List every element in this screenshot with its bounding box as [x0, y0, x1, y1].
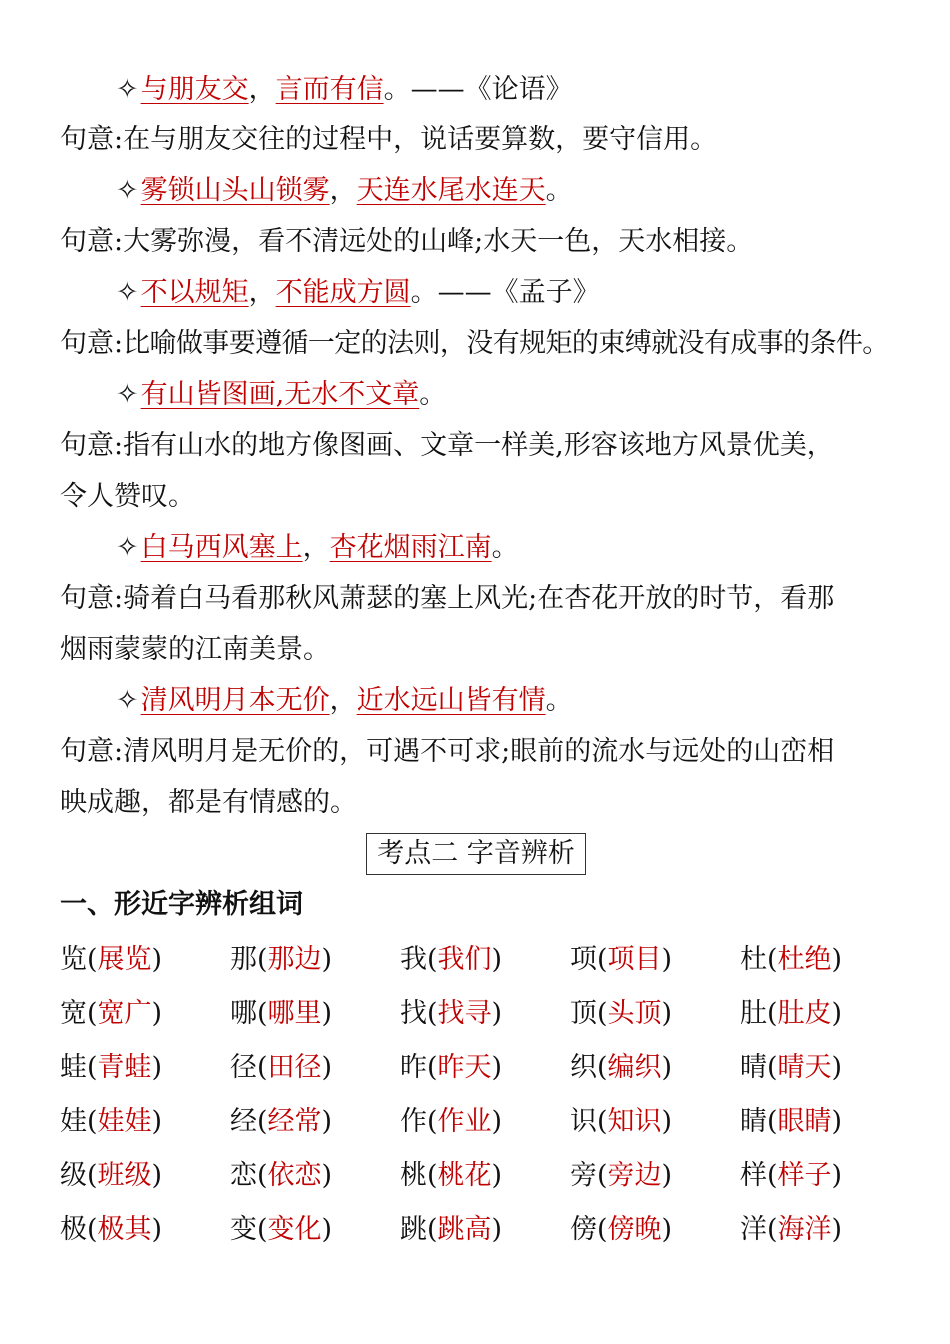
quote-part-b: 言而有信: [275, 74, 384, 105]
paren-open: (: [597, 944, 608, 975]
quote-source: ——《孟子》: [437, 277, 600, 308]
meaning-line: [60, 326, 889, 362]
entry-word: 班级: [97, 1160, 152, 1191]
paren-open: (: [427, 998, 438, 1029]
entry-char: 洋: [740, 1214, 767, 1245]
paren-open: (: [597, 1160, 608, 1191]
entry-char: 织: [570, 1052, 597, 1083]
quote-part-a: 白马西风塞上: [140, 532, 303, 563]
word-grid-row: [60, 940, 920, 994]
paren-close: ): [831, 944, 843, 975]
paren-close: ): [151, 998, 163, 1029]
word-grid: [60, 940, 920, 1264]
paren-open: (: [597, 1106, 608, 1137]
word-entry: [570, 1102, 672, 1142]
paren-open: (: [767, 998, 778, 1029]
quote-line: [116, 72, 573, 108]
entry-char: 变: [230, 1214, 257, 1245]
paren-open: (: [767, 1214, 778, 1245]
meaning-text: 比喻做事要遵循一定的法则，没有规矩的束缚就没有成事的条件。: [123, 328, 889, 359]
meaning-label: 句意:: [60, 736, 124, 767]
paren-open: (: [597, 1214, 608, 1245]
word-entry: [60, 940, 162, 980]
meaning-line: [60, 224, 753, 260]
paren-open: (: [767, 1160, 778, 1191]
quote-part-b: 近水远山皆有情: [356, 685, 546, 716]
word-entry: [570, 1210, 672, 1250]
meaning-text: 映成趣，都是有情感的。: [60, 787, 357, 818]
meaning-line-cont: [60, 785, 357, 821]
meaning-label: 句意:: [60, 124, 124, 155]
paren-close: ): [321, 1052, 333, 1083]
entry-word: 杜绝: [777, 944, 832, 975]
entry-word: 傍晚: [607, 1214, 662, 1245]
paren-open: (: [597, 998, 608, 1029]
entry-word: 作业: [437, 1106, 492, 1137]
entry-word: 找寻: [437, 998, 492, 1029]
entry-word: 极其: [97, 1214, 152, 1245]
paren-close: ): [491, 1160, 503, 1191]
meaning-text: 骑着白马看那秋风萧瑟的塞上风光;在杏花开放的时节，看那: [123, 583, 835, 614]
word-entry: [740, 994, 842, 1034]
word-entry: [400, 1156, 502, 1196]
paren-close: ): [491, 944, 503, 975]
paren-close: ): [151, 1106, 163, 1137]
word-entry: [400, 1210, 502, 1250]
entry-char: 那: [230, 944, 257, 975]
entry-word: 昨天: [437, 1052, 492, 1083]
entry-word: 桃花: [437, 1160, 492, 1191]
paren-close: ): [491, 1106, 503, 1137]
quote-end: 。: [545, 175, 573, 206]
word-entry: [400, 940, 502, 980]
meaning-text: 烟雨蒙蒙的江南美景。: [60, 634, 330, 665]
quote-end: 。: [419, 379, 447, 410]
entry-char: 经: [230, 1106, 257, 1137]
word-entry: [60, 1048, 162, 1088]
entry-char: 娃: [60, 1106, 87, 1137]
paren-close: ): [661, 1214, 673, 1245]
entry-word: 经常: [267, 1106, 322, 1137]
paren-open: (: [257, 944, 268, 975]
quote-part-a: 雾锁山头山锁雾: [140, 175, 330, 206]
entry-word: 项目: [607, 944, 662, 975]
paren-open: (: [87, 998, 98, 1029]
meaning-text: 指有山水的地方像图画、文章一样美,形容该地方风景优美，: [123, 430, 834, 461]
paren-open: (: [257, 1214, 268, 1245]
subsection-title: 一、形近字辨析组词: [60, 889, 303, 920]
quote-line: [116, 377, 446, 413]
quote-line: [116, 275, 600, 311]
word-grid-row: [60, 1102, 920, 1156]
word-entry: [740, 1102, 842, 1142]
word-entry: [570, 994, 672, 1034]
entry-word: 展览: [97, 944, 152, 975]
paren-open: (: [427, 944, 438, 975]
diamond-icon: ✧: [116, 74, 139, 105]
paren-open: (: [427, 1214, 438, 1245]
entry-char: 径: [230, 1052, 257, 1083]
entry-word: 知识: [607, 1106, 662, 1137]
entry-word: 旁边: [607, 1160, 662, 1191]
word-entry: [60, 1102, 162, 1142]
paren-close: ): [321, 1160, 333, 1191]
entry-char: 睛: [740, 1106, 767, 1137]
quote-sep: ，: [329, 685, 357, 716]
quote-line: [116, 683, 573, 719]
meaning-text: 在与朋友交往的过程中，说话要算数，要守信用。: [123, 124, 718, 155]
word-entry: [60, 994, 162, 1034]
word-entry: [740, 1048, 842, 1088]
entry-word: 宽广: [97, 998, 152, 1029]
paren-close: ): [831, 1160, 843, 1191]
quote-source: ——《论语》: [410, 74, 573, 105]
meaning-label: 句意:: [60, 430, 124, 461]
quote-end: 。: [491, 532, 519, 563]
paren-open: (: [427, 1160, 438, 1191]
meaning-line: [60, 734, 834, 770]
entry-word: 晴天: [777, 1052, 832, 1083]
paren-close: ): [661, 1160, 673, 1191]
paren-close: ): [321, 998, 333, 1029]
entry-word: 哪里: [267, 998, 322, 1029]
entry-char: 宽: [60, 998, 87, 1029]
entry-word: 肚皮: [777, 998, 832, 1029]
meaning-line: [60, 122, 717, 158]
entry-word: 眼睛: [777, 1106, 832, 1137]
entry-char: 找: [400, 998, 427, 1029]
word-entry: [400, 1102, 502, 1142]
word-entry: [230, 994, 332, 1034]
paren-close: ): [661, 1052, 673, 1083]
meaning-label: 句意:: [60, 226, 124, 257]
entry-char: 项: [570, 944, 597, 975]
entry-char: 跳: [400, 1214, 427, 1245]
paren-open: (: [597, 1052, 608, 1083]
diamond-icon: ✧: [116, 379, 139, 410]
entry-char: 旁: [570, 1160, 597, 1191]
paren-open: (: [87, 1106, 98, 1137]
entry-char: 哪: [230, 998, 257, 1029]
diamond-icon: ✧: [116, 532, 139, 563]
paren-close: ): [151, 1160, 163, 1191]
paren-close: ): [831, 1214, 843, 1245]
entry-word: 变化: [267, 1214, 322, 1245]
quote-line: [116, 530, 519, 566]
quote-end: 。: [545, 685, 573, 716]
quote-part-b: 不能成方圆: [275, 277, 411, 308]
entry-word: 田径: [267, 1052, 322, 1083]
word-entry: [230, 1156, 332, 1196]
meaning-text: 清风明月是无价的，可遇不可求;眼前的流水与远处的山峦相: [123, 736, 835, 767]
quote-end: 。: [383, 74, 411, 105]
word-entry: [230, 1210, 332, 1250]
entry-char: 极: [60, 1214, 87, 1245]
word-grid-row: [60, 1210, 920, 1264]
word-grid-row: [60, 994, 920, 1048]
paren-open: (: [257, 1160, 268, 1191]
entry-char: 我: [400, 944, 427, 975]
word-entry: [570, 940, 672, 980]
quote-sep: ，: [302, 532, 330, 563]
quote-part-a: 清风明月本无价: [140, 685, 330, 716]
word-entry: [230, 1102, 332, 1142]
section-title: 考点二 字音辨析: [366, 833, 586, 875]
meaning-label: 句意:: [60, 583, 124, 614]
entry-char: 杜: [740, 944, 767, 975]
entry-char: 桃: [400, 1160, 427, 1191]
meaning-text: 令人赞叹。: [60, 481, 195, 512]
entry-word: 海洋: [777, 1214, 832, 1245]
paren-close: ): [831, 1052, 843, 1083]
diamond-icon: ✧: [116, 685, 139, 716]
quote-line: [116, 173, 573, 209]
paren-close: ): [661, 944, 673, 975]
entry-char: 样: [740, 1160, 767, 1191]
entry-char: 恋: [230, 1160, 257, 1191]
word-grid-row: [60, 1156, 920, 1210]
entry-char: 览: [60, 944, 87, 975]
word-grid-row: [60, 1048, 920, 1102]
paren-close: ): [491, 998, 503, 1029]
entry-char: 蛙: [60, 1052, 87, 1083]
paren-open: (: [767, 944, 778, 975]
word-entry: [60, 1210, 162, 1250]
entry-char: 识: [570, 1106, 597, 1137]
paren-open: (: [87, 944, 98, 975]
paren-open: (: [767, 1052, 778, 1083]
entry-word: 青蛙: [97, 1052, 152, 1083]
meaning-line: [60, 428, 834, 464]
word-entry: [740, 940, 842, 980]
entry-word: 依恋: [267, 1160, 322, 1191]
paren-open: (: [767, 1106, 778, 1137]
meaning-line-cont: [60, 479, 195, 515]
paren-close: ): [491, 1052, 503, 1083]
entry-word: 跳高: [437, 1214, 492, 1245]
meaning-label: 句意:: [60, 328, 124, 359]
entry-char: 晴: [740, 1052, 767, 1083]
paren-open: (: [87, 1160, 98, 1191]
quote-part-a: 有山皆图画,无水不文章: [140, 379, 420, 410]
paren-close: ): [491, 1214, 503, 1245]
paren-close: ): [321, 944, 333, 975]
word-entry: [230, 940, 332, 980]
entry-word: 娃娃: [97, 1106, 152, 1137]
quote-sep: ，: [329, 175, 357, 206]
entry-char: 肚: [740, 998, 767, 1029]
word-entry: [400, 1048, 502, 1088]
diamond-icon: ✧: [116, 277, 139, 308]
entry-word: 我们: [437, 944, 492, 975]
paren-close: ): [831, 1106, 843, 1137]
quote-sep: ，: [248, 277, 276, 308]
paren-close: ): [151, 1052, 163, 1083]
entry-word: 样子: [777, 1160, 832, 1191]
word-entry: [230, 1048, 332, 1088]
word-entry: [400, 994, 502, 1034]
entry-word: 那边: [267, 944, 322, 975]
paren-close: ): [661, 1106, 673, 1137]
paren-close: ): [321, 1106, 333, 1137]
meaning-line: [60, 581, 834, 617]
word-entry: [60, 1156, 162, 1196]
quote-sep: ，: [248, 74, 276, 105]
paren-close: ): [831, 998, 843, 1029]
paren-open: (: [87, 1214, 98, 1245]
diamond-icon: ✧: [116, 175, 139, 206]
paren-open: (: [257, 1106, 268, 1137]
paren-open: (: [257, 998, 268, 1029]
quote-part-a: 与朋友交: [140, 74, 249, 105]
word-entry: [570, 1156, 672, 1196]
meaning-text: 大雾弥漫，看不清远处的山峰;水天一色，天水相接。: [123, 226, 754, 257]
entry-word: 编织: [607, 1052, 662, 1083]
word-entry: [740, 1156, 842, 1196]
entry-char: 级: [60, 1160, 87, 1191]
entry-char: 顶: [570, 998, 597, 1029]
entry-char: 昨: [400, 1052, 427, 1083]
paren-close: ): [321, 1214, 333, 1245]
quote-part-b: 杏花烟雨江南: [329, 532, 492, 563]
paren-open: (: [427, 1052, 438, 1083]
quote-part-b: 天连水尾水连天: [356, 175, 546, 206]
entry-word: 头顶: [607, 998, 662, 1029]
entry-char: 作: [400, 1106, 427, 1137]
word-entry: [570, 1048, 672, 1088]
paren-close: ): [661, 998, 673, 1029]
quote-end: 。: [410, 277, 438, 308]
entry-char: 傍: [570, 1214, 597, 1245]
word-entry: [740, 1210, 842, 1250]
quote-part-a: 不以规矩: [140, 277, 249, 308]
paren-close: ): [151, 1214, 163, 1245]
paren-open: (: [427, 1106, 438, 1137]
paren-close: ): [151, 944, 163, 975]
paren-open: (: [257, 1052, 268, 1083]
paren-open: (: [87, 1052, 98, 1083]
meaning-line-cont: [60, 632, 330, 668]
